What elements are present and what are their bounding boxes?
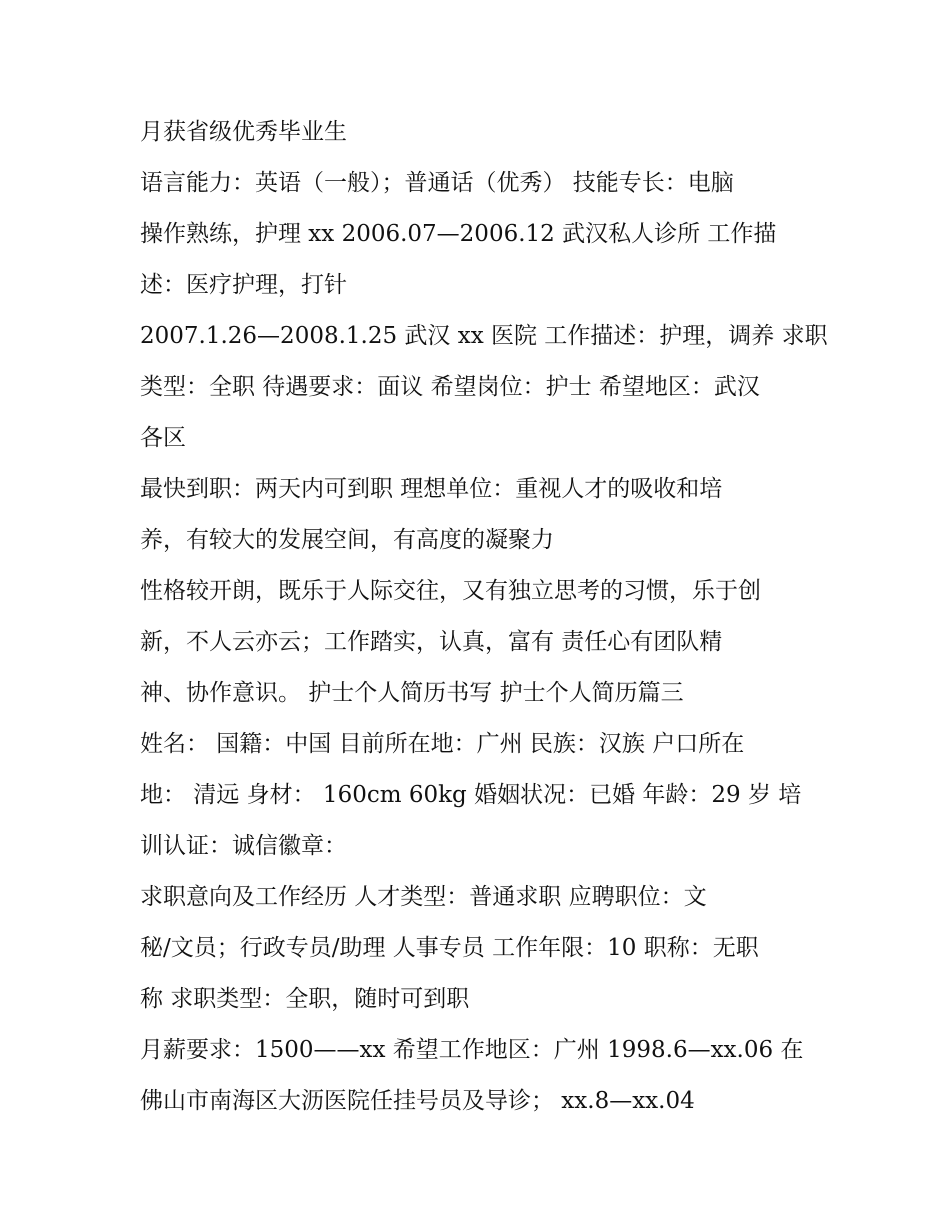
text-line: 类型：全职 待遇要求：面议 希望岗位：护士 希望地区：武汉 <box>140 374 760 400</box>
text-line: 求职意向及工作经历 人才类型：普通求职 应聘职位：文 <box>140 884 707 910</box>
text-line: 神、协作意识。 护士个人简历书写 护士个人简历篇三 <box>140 680 684 706</box>
text-line: 操作熟练，护理 xx 2006.07—2006.12 武汉私人诊所 工作描 <box>140 221 777 247</box>
text-line: 月薪要求：1500——xx 希望工作地区：广州 1998.6—xx.06 在 <box>140 1037 804 1063</box>
text-line: 最快到职：两天内可到职 理想单位：重视人才的吸收和培 <box>140 476 723 502</box>
text-line: 地： 清远 身材： 160cm 60kg 婚姻状况：已婚 年龄：29 岁 培 <box>140 782 802 808</box>
text-line: 性格较开朗，既乐于人际交往，又有独立思考的习惯，乐于创 <box>140 578 761 604</box>
text-line: 姓名： 国籍：中国 目前所在地：广州 民族：汉族 户口所在 <box>140 731 745 757</box>
text-line: 述：医疗护理，打针 <box>140 272 347 298</box>
document-body <box>140 107 840 1127</box>
text-line: 秘/文员；行政专员/助理 人事专员 工作年限：10 职称：无职 <box>140 935 759 961</box>
text-line: 新，不人云亦云；工作踏实，认真，富有 责任心有团队精 <box>140 629 723 655</box>
text-line: 各区 <box>140 425 186 451</box>
text-line: 养，有较大的发展空间，有高度的凝聚力 <box>140 527 554 553</box>
text-line: 2007.1.26—2008.1.25 武汉 xx 医院 工作描述：护理，调养 求职 <box>140 323 828 349</box>
text-line: 佛山市南海区大沥医院任挂号员及导诊； xx.8—xx.04 <box>140 1088 695 1114</box>
text-line: 月获省级优秀毕业生 <box>140 119 347 145</box>
text-line: 称 求职类型：全职，随时可到职 <box>140 986 470 1012</box>
text-line: 语言能力：英语（一般）；普通话（优秀） 技能专长：电脑 <box>140 170 734 196</box>
text-line: 训认证：诚信徽章： <box>140 833 347 859</box>
